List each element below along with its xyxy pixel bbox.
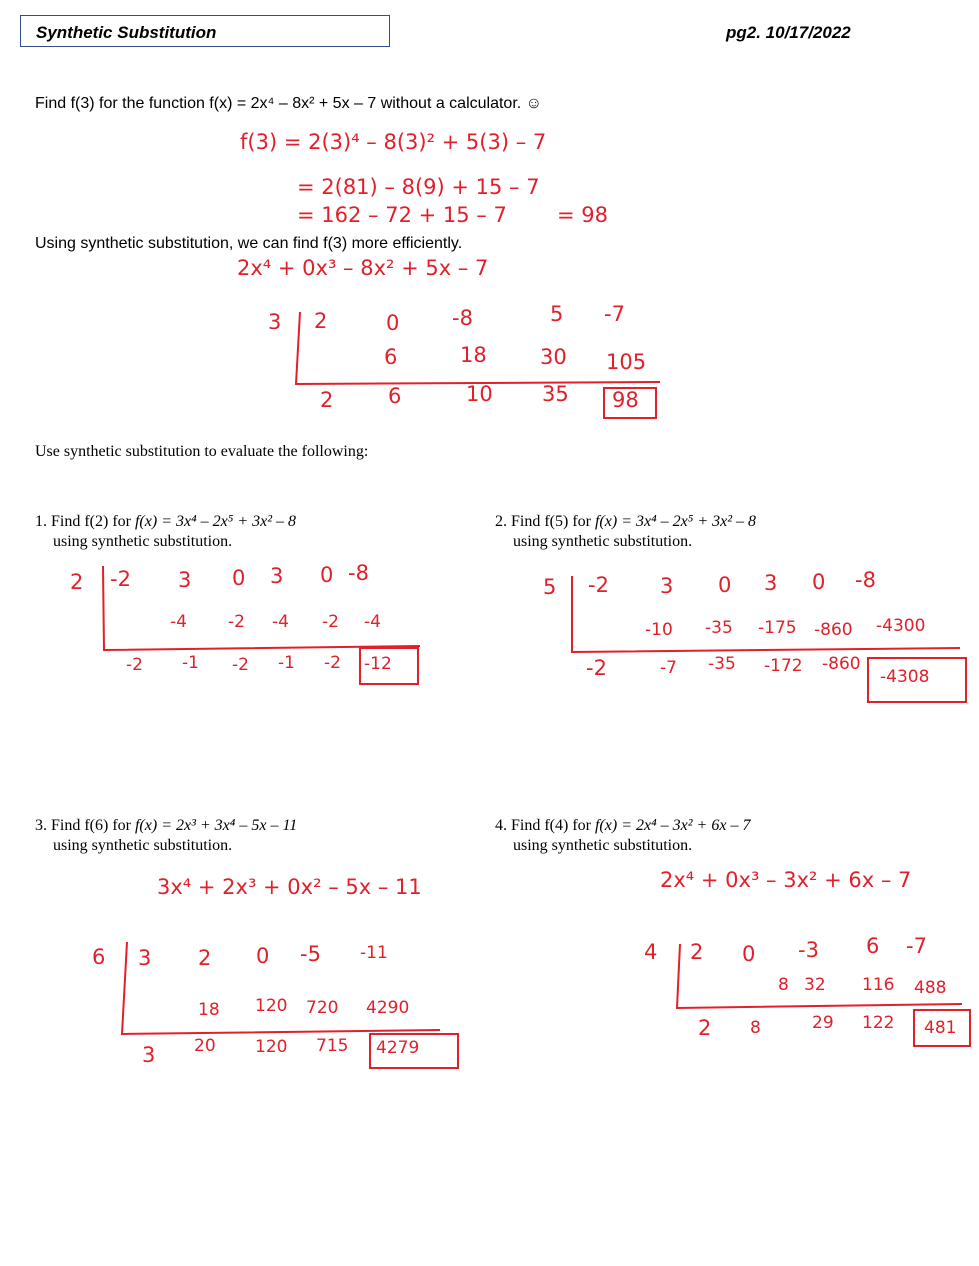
p2-coef: 3 [764, 571, 778, 595]
p2-coef: 3 [660, 574, 674, 598]
p4-result: 8 [750, 1018, 761, 1038]
problem-function: f(x) = 2x³ + 3x⁴ – 5x – 11 [134, 817, 298, 834]
p2-division-bracket [572, 576, 960, 652]
example-coef: 5 [550, 302, 564, 326]
p1-coef: -8 [348, 561, 369, 585]
problem-number: 2. [495, 513, 507, 530]
example-answer-box [604, 388, 656, 418]
p1-divisor: 2 [70, 570, 84, 594]
p4-divisor: 4 [644, 940, 658, 964]
example-coef: 0 [386, 311, 400, 335]
p1-coef: 0 [320, 563, 334, 587]
p4-product: 8 [778, 975, 789, 995]
example-product: 6 [384, 345, 398, 369]
p1-product: -2 [228, 612, 245, 632]
p1-coef: 3 [270, 564, 284, 588]
p4-coef: -7 [906, 934, 927, 958]
example-answer: 98 [612, 388, 639, 412]
p3-product: 4290 [366, 998, 410, 1018]
intro-using-text: Using synthetic substitution, we can find f(3) more efficiently. [35, 235, 463, 252]
p2-product: -4300 [876, 616, 926, 636]
p3-answer-box [370, 1034, 458, 1068]
p1-product: -4 [272, 612, 289, 632]
p2-product: -10 [645, 620, 673, 640]
p2-result: -35 [708, 654, 736, 674]
page-title: Synthetic Substitution [36, 23, 217, 42]
p2-coef: -8 [855, 568, 876, 592]
problem-number: 1. [35, 513, 47, 530]
example-coef: -7 [604, 302, 625, 326]
p4-product: 32 [804, 975, 826, 995]
problem-prefix: Find f(2) for [51, 513, 131, 530]
p4-answer: 481 [924, 1018, 957, 1038]
p2-result: -172 [764, 656, 803, 676]
problem-3-line2: using synthetic substitution. [53, 837, 233, 854]
p2-answer: -4308 [880, 667, 930, 687]
p3-divisor: 6 [92, 945, 106, 969]
p4-result: 122 [862, 1013, 895, 1033]
p1-division-bracket [103, 566, 420, 650]
instructions: Use synthetic substitution to evaluate the following: [35, 443, 369, 460]
p1-result: -1 [182, 653, 199, 673]
example-result: 6 [388, 384, 402, 408]
p4-result: 2 [698, 1016, 712, 1040]
p1-result: -2 [126, 655, 143, 675]
p1-answer-box [360, 648, 418, 684]
problem-function: f(x) = 3x⁴ – 2x⁵ + 3x² – 8 [134, 513, 297, 530]
p3-expanded: 3x⁴ + 2x³ + 0x² – 5x – 11 [157, 875, 422, 899]
p1-coef: 0 [232, 566, 246, 590]
p1-coef: -2 [110, 567, 131, 591]
p3-product: 18 [198, 1000, 220, 1020]
p4-coef: -3 [798, 938, 819, 962]
p3-answer: 4279 [376, 1038, 420, 1058]
p4-coef: 2 [690, 940, 704, 964]
example-result: 2 [320, 388, 334, 412]
p4-expanded: 2x⁴ + 0x³ – 3x² + 6x – 7 [660, 868, 912, 892]
p4-product: 488 [914, 978, 947, 998]
page-reference: pg2. 10/17/2022 [726, 23, 851, 42]
p4-division-bracket [677, 944, 962, 1008]
example-division-bracket [296, 312, 660, 384]
problem-prefix: Find f(5) for [511, 513, 591, 530]
problem-number: 4. [495, 817, 507, 834]
p2-divisor: 5 [543, 575, 557, 599]
p2-result: -2 [586, 656, 607, 680]
p1-product: -2 [322, 612, 339, 632]
p1-coef: 3 [178, 568, 192, 592]
p3-coef: 3 [138, 946, 152, 970]
p3-coef: -11 [360, 943, 388, 963]
p4-coef: 6 [866, 934, 880, 958]
example-coef: 2 [314, 309, 328, 333]
p4-coef: 0 [742, 942, 756, 966]
example-divisor: 3 [268, 310, 282, 334]
example-coef: -8 [452, 306, 473, 330]
problem-function: f(x) = 2x⁴ – 3x² + 6x – 7 [594, 817, 751, 834]
p4-answer-box [914, 1010, 970, 1046]
p1-product: -4 [364, 612, 381, 632]
p1-result: -1 [278, 653, 295, 673]
p3-product: 120 [255, 996, 288, 1016]
example-product: 105 [606, 350, 647, 374]
example-result: 35 [542, 382, 569, 406]
example-result: 10 [466, 382, 493, 406]
p4-product: 116 [862, 975, 895, 995]
p1-result: -2 [232, 655, 249, 675]
intro-find-text: Find f(3) for the function f(x) = 2x⁴ – 8x² + 5x – 7 without a calculator. ☺ [35, 95, 542, 112]
p3-coef: 2 [198, 946, 212, 970]
problem-number: 3. [35, 817, 47, 834]
problem-4-line2: using synthetic substitution. [513, 837, 693, 854]
p2-product: -35 [705, 618, 733, 638]
p2-product: -175 [758, 618, 797, 638]
p1-result: -2 [324, 653, 341, 673]
p1-product: -4 [170, 612, 187, 632]
p2-coef: 0 [718, 573, 732, 597]
problem-2-line2: using synthetic substitution. [513, 533, 693, 550]
example-product: 30 [540, 345, 567, 369]
p3-division-bracket [122, 942, 440, 1034]
problem-prefix: Find f(4) for [511, 817, 591, 834]
work-line-1: f(3) = 2(3)⁴ – 8(3)² + 5(3) – 7 [240, 130, 547, 154]
p2-answer-box [868, 658, 966, 702]
p2-product: -860 [814, 620, 853, 640]
p2-coef: 0 [812, 570, 826, 594]
problem-prefix: Find f(6) for [51, 817, 131, 834]
p2-result: -860 [822, 654, 861, 674]
p3-result: 20 [194, 1036, 216, 1056]
example-product: 18 [460, 343, 487, 367]
work-line-3: = 162 – 72 + 15 – 7 [297, 203, 507, 227]
p3-result: 120 [255, 1037, 288, 1057]
problem-function: f(x) = 3x⁴ – 2x⁵ + 3x² – 8 [594, 513, 757, 530]
p3-coef: -5 [300, 942, 321, 966]
p4-result: 29 [812, 1013, 834, 1033]
p3-coef: 0 [256, 944, 270, 968]
expanded-polynomial: 2x⁴ + 0x³ – 8x² + 5x – 7 [237, 256, 489, 280]
work-line-2: = 2(81) – 8(9) + 15 – 7 [297, 175, 540, 199]
work-line-3-result: = 98 [557, 203, 608, 227]
p3-product: 720 [306, 998, 339, 1018]
p2-result: -7 [660, 658, 677, 678]
p2-coef: -2 [588, 573, 609, 597]
p3-result: 715 [316, 1036, 349, 1056]
p3-result: 3 [142, 1043, 156, 1067]
p1-answer: -12 [364, 654, 392, 674]
problem-1-line2: using synthetic substitution. [53, 533, 233, 550]
